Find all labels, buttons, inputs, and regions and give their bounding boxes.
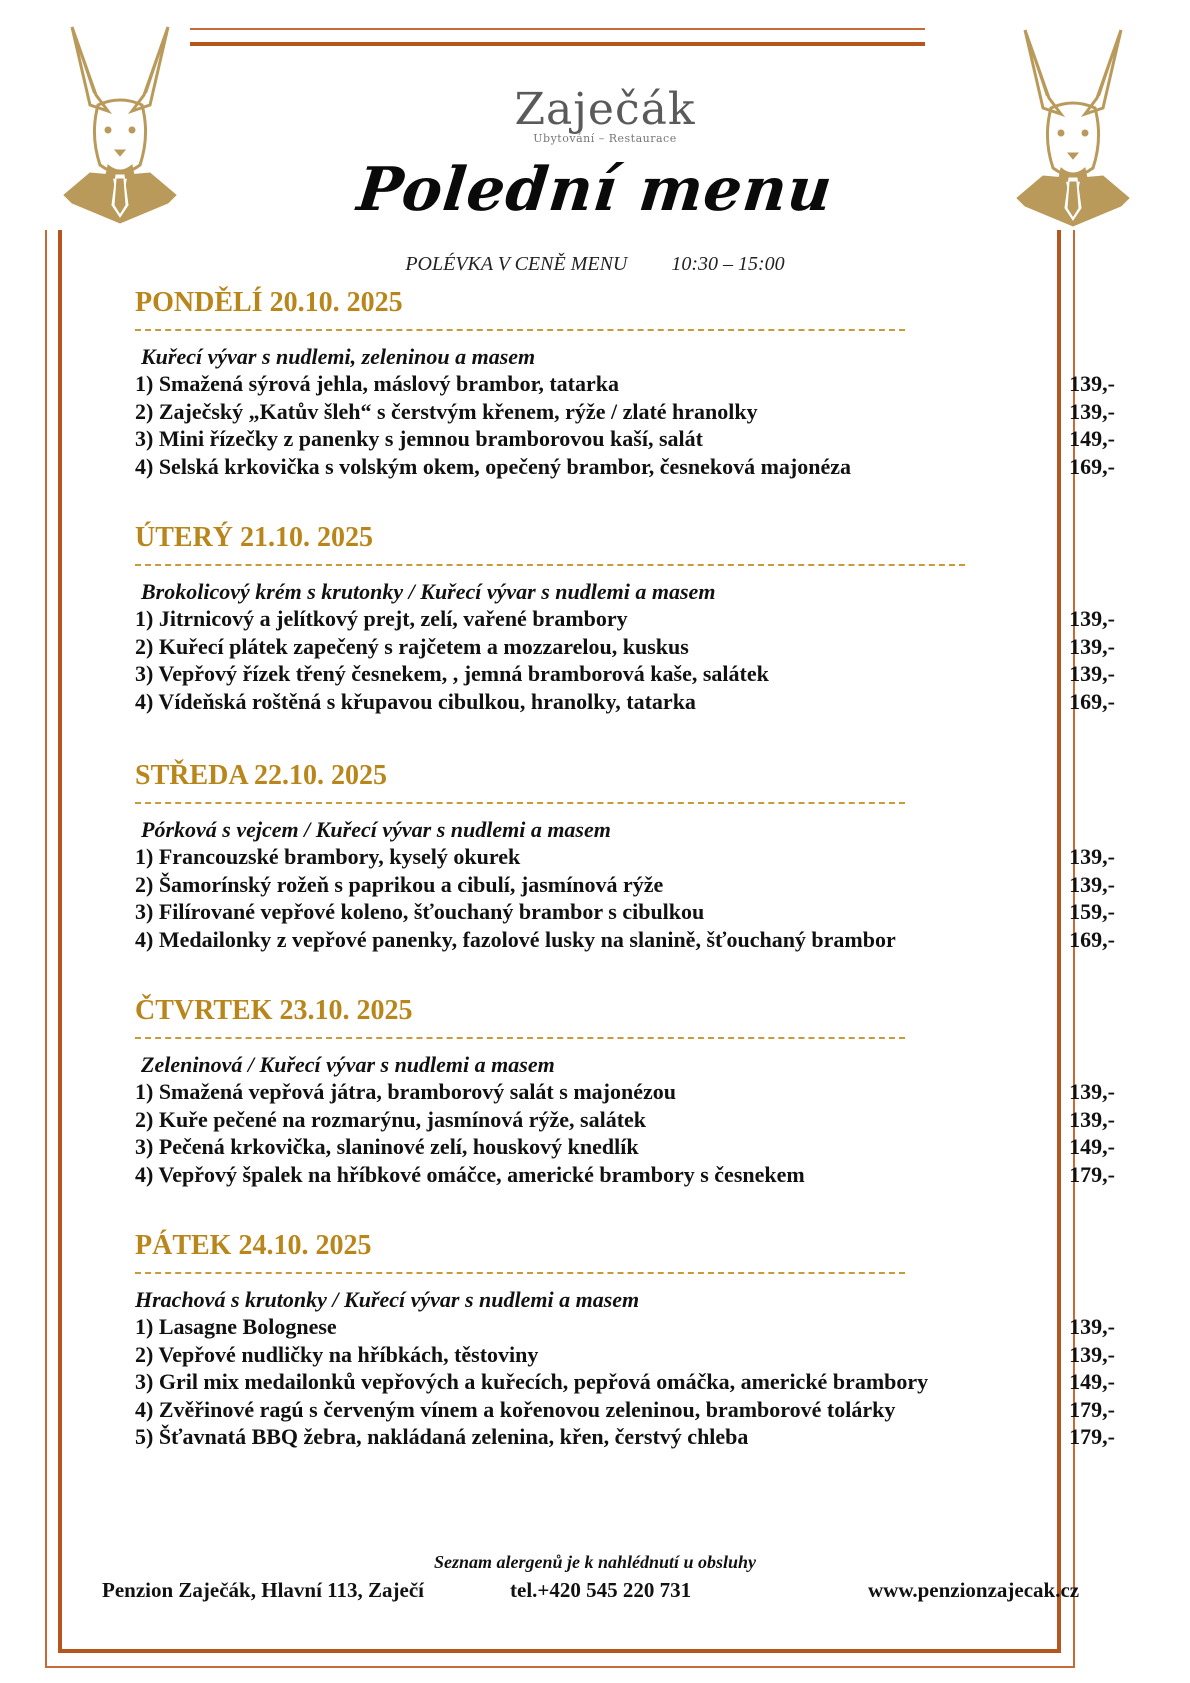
menu-item-price: 149,- [1069, 426, 1115, 451]
menu-item [135, 1133, 1115, 1161]
menu-item-price: 139,- [1069, 1314, 1115, 1339]
serving-hours: 10:30 – 15:00 [671, 253, 785, 275]
menu-item-price: 139,- [1069, 871, 1115, 897]
menu-item-name: 1) Lasagne Bolognese [135, 1314, 337, 1339]
menu-item-price: 169,- [1069, 453, 1115, 479]
menu-item [135, 926, 1115, 954]
menu-item-price: 159,- [1069, 899, 1115, 924]
day-soup: Pórková s vejcem / Kuřecí vývar s nudlemi a masem [141, 817, 611, 842]
menu-item-price: 139,- [1069, 1079, 1115, 1104]
day-soup: Zeleninová / Kuřecí vývar s nudlemi a masem [141, 1052, 555, 1077]
menu-item-price: 139,- [1069, 371, 1115, 396]
menu-item-name: 1) Francouzské brambory, kyselý okurek [135, 844, 521, 869]
page-title: Polední menu [353, 155, 837, 225]
day-title: ÚTERÝ 21.10. 2025 [135, 522, 374, 553]
menu-item [135, 1313, 1115, 1341]
menu-item-name: 3) Gril mix medailonků vepřových a kuřecích, pepřová omáčka, americké brambory [135, 1369, 929, 1394]
menu-item-name: 5) Šťavnatá BBQ žebra, nakládaná zelenina, křen, čerstvý chleba [135, 1424, 749, 1449]
dashed-divider [135, 802, 905, 804]
menu-item-name: 1) Jitrnicový a jelítkový prejt, zelí, vařené brambory [135, 606, 628, 631]
menu-item-name: 2) Vepřové nudličky na hříbkách, těstoviny [135, 1341, 539, 1367]
day-section-monday [135, 287, 1115, 480]
menu-item-price: 139,- [1069, 606, 1115, 631]
brand-name: Zaječák [514, 84, 696, 135]
menu-item-name: 2) Zaječský „Katův šleh“ s čerstvým křenem, rýže / zlaté hranolky [135, 398, 758, 424]
menu-item-name: 3) Filírované vepřové koleno, šťouchaný brambor s cibulkou [135, 899, 705, 924]
menu-item [135, 1341, 1115, 1369]
day-section-thursday [135, 995, 1115, 1188]
menu-info [0, 253, 1190, 276]
day-title: PONDĚLÍ 20.10. 2025 [135, 287, 403, 318]
day-soup: Hrachová s krutonky / Kuřecí vývar s nudlemi a masem [135, 1287, 640, 1312]
menu-item-name: 2) Kuřecí plátek zapečený s rajčetem a mozzarelou, kuskus [135, 633, 689, 659]
menu-item-price: 179,- [1069, 1161, 1115, 1187]
menu-item-price: 139,- [1069, 1106, 1115, 1132]
day-title: STŘEDA 22.10. 2025 [135, 760, 388, 791]
brand-logo [440, 86, 770, 145]
menu-item [135, 398, 1115, 426]
footer-website[interactable]: www.penzionzajecak.cz [868, 1578, 1080, 1602]
menu-item-price: 169,- [1069, 688, 1115, 714]
day-soup: Kuřecí vývar s nudlemi, zeleninou a masem [141, 344, 536, 369]
dashed-divider [135, 1037, 905, 1039]
soup-included-note: POLÉVKA V CENĚ MENU [405, 253, 628, 275]
allergens-note: Seznam alergenů je k nahlédnutí u obsluhy [433, 1552, 757, 1572]
menu-item-price: 139,- [1069, 661, 1115, 686]
menu-item-price: 139,- [1069, 844, 1115, 869]
day-title: PÁTEK 24.10. 2025 [135, 1230, 372, 1261]
menu-item-name: 4) Medailonky z vepřové panenky, fazolové lusky na slanině, šťouchaný brambor [135, 926, 896, 952]
footer-phone: tel.+420 545 220 731 [510, 1578, 692, 1602]
footer-address: Penzion Zaječák, Hlavní 113, Zaječí [102, 1578, 424, 1602]
menu-item [135, 633, 1115, 661]
frame-bottom-thick-line [58, 1649, 1061, 1653]
dashed-divider [135, 564, 965, 566]
day-soup: Brokolicový krém s krutonky / Kuřecí vývar s nudlemi a masem [141, 579, 716, 604]
menu-item-price: 179,- [1069, 1396, 1115, 1422]
day-section-friday [135, 1230, 1115, 1451]
frame-bottom-thin-line [45, 1666, 1075, 1668]
menu-item [135, 898, 1115, 926]
menu-item-name: 1) Smažená sýrová jehla, máslový brambor, tatarka [135, 371, 619, 396]
menu-item [135, 1161, 1115, 1189]
frame-left-thin-line [45, 230, 47, 1668]
menu-item [135, 1078, 1115, 1106]
menu-item-name: 4) Zvěřinové ragú s červeným vínem a kořenovou zeleninou, bramborové tolárky [135, 1396, 896, 1422]
day-section-wednesday [135, 760, 1115, 953]
menu-item-name: 2) Šamorínský rožeň s paprikou a cibulí, jasmínová rýže [135, 871, 664, 897]
menu-item-name: 4) Vídeňská roštěná s křupavou cibulkou, hranolky, tatarka [135, 688, 696, 714]
frame-top-thin-line [190, 28, 925, 30]
menu-item [135, 660, 1115, 688]
menu-item-name: 2) Kuře pečené na rozmarýnu, jasmínová rýže, salátek [135, 1106, 647, 1132]
menu-item [135, 425, 1115, 453]
menu-item [135, 453, 1115, 481]
menu-item-name: 3) Vepřový řízek třený česnekem, , jemná bramborová kaše, salátek [135, 661, 769, 686]
menu-item [135, 871, 1115, 899]
menu-item-price: 179,- [1069, 1424, 1115, 1449]
menu-item-price: 149,- [1069, 1369, 1115, 1394]
dashed-divider [135, 1272, 905, 1274]
brand-tagline: Ubytování – Restaurace [533, 132, 677, 145]
menu-item [135, 843, 1115, 871]
menu-item-name: 4) Vepřový špalek na hříbkové omáčce, americké brambory s česnekem [135, 1161, 805, 1187]
day-title: ČTVRTEK 23.10. 2025 [135, 995, 413, 1026]
menu-item-name: 1) Smažená vepřová játra, bramborový salát s majonézou [135, 1079, 676, 1104]
frame-left-thick-line [58, 230, 62, 1653]
frame-top-thick-line [190, 42, 925, 46]
menu-item [135, 1396, 1115, 1424]
menu-item [135, 1423, 1115, 1451]
menu-item [135, 370, 1115, 398]
menu-item [135, 1106, 1115, 1134]
menu-item [135, 1368, 1115, 1396]
menu-item-name: 3) Pečená krkovička, slaninové zelí, houskový knedlík [135, 1134, 639, 1159]
menu-item-price: 169,- [1069, 926, 1115, 952]
day-section-tuesday [135, 522, 1115, 715]
menu-item-name: 4) Selská krkovička s volským okem, opečený brambor, česneková majonéza [135, 453, 852, 479]
menu-item-name: 3) Mini řízečky z panenky s jemnou bramborovou kaší, salát [135, 426, 703, 451]
dashed-divider [135, 329, 905, 331]
menu-item-price: 139,- [1069, 633, 1115, 659]
menu-item-price: 139,- [1069, 1341, 1115, 1367]
menu-item-price: 139,- [1069, 398, 1115, 424]
menu-item [135, 688, 1115, 716]
menu-item [135, 605, 1115, 633]
menu-item-price: 149,- [1069, 1134, 1115, 1159]
